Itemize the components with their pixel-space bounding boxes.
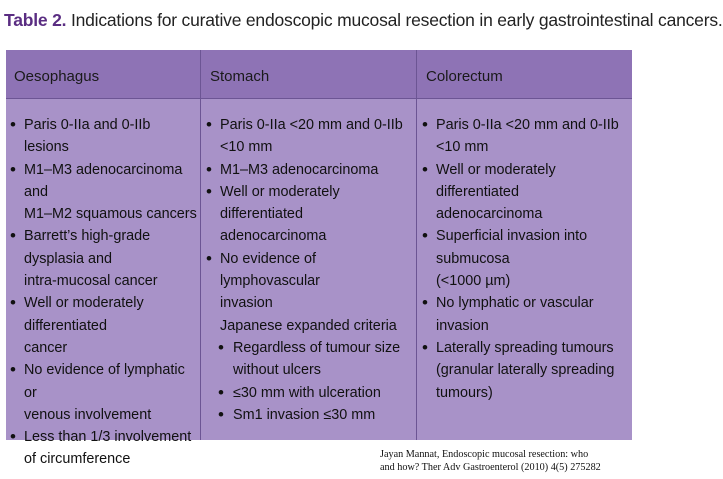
column-divider <box>416 50 417 440</box>
table-cell-line: • Well or moderately differentiated <box>422 159 630 204</box>
table-cell-line: • ≤30 mm with ulceration <box>206 382 414 404</box>
table-cell-line: (<1000 µm) <box>436 273 511 290</box>
table-cell-line: • No lymphatic or vascular invasion <box>422 292 630 337</box>
column-oesophagus <box>10 114 198 471</box>
table-cell-line: intra-mucosal cancer <box>24 273 158 290</box>
table-cell-line: • M1–M3 adenocarcinoma <box>206 159 414 181</box>
table-cell-line: • Sm1 invasion ≤30 mm <box>206 404 414 426</box>
table-cell-line: Japanese expanded criteria <box>220 317 397 334</box>
table-cell-line: adenocarcinoma <box>436 206 543 223</box>
table-cell-line: of circumference <box>24 451 131 468</box>
table-cell-line: • Paris 0-IIa and 0-IIb lesions <box>10 114 198 159</box>
table-cell-line: (granular laterally spreading tumours) <box>436 362 615 401</box>
table-cell-line: • Superficial invasion into submucosa <box>422 225 630 270</box>
table-cell-line: • Laterally spreading tumours <box>422 337 630 359</box>
table-cell-line: • M1–M3 adenocarcinoma and <box>10 159 198 204</box>
header-colorectum: Colorectum <box>426 68 503 85</box>
column-divider <box>200 50 201 440</box>
column-colorectum <box>422 114 630 404</box>
table-caption: Indications for curative endoscopic mucosal resection in early gastrointestinal cancers. <box>70 10 723 30</box>
source-citation <box>380 448 630 474</box>
table-cell-line: • No evidence of lymphovascular <box>206 248 414 293</box>
column-stomach <box>206 114 414 426</box>
citation-line: Jayan Mannat, Endoscopic mucosal resection: who <box>380 449 589 460</box>
table-cell-line: • Well or moderately differentiated <box>10 292 198 337</box>
table-cell-line: M1–M2 squamous cancers <box>24 206 197 223</box>
table-number: Table 2. <box>4 10 67 30</box>
table-cell-line: • Well or moderately differentiated <box>206 181 414 226</box>
citation-line: and how? Ther Adv Gastroenterol (2010) 4(5) 275282 <box>380 462 601 473</box>
table-header-row <box>6 50 632 99</box>
table-cell-line: • Barrett’s high-grade dysplasia and <box>10 225 198 270</box>
header-oesophagus: Oesophagus <box>14 68 100 85</box>
table-title <box>4 10 723 31</box>
table-cell-line: • Less than 1/3 involvement <box>10 426 198 448</box>
table-cell-line: cancer <box>24 339 68 356</box>
table-cell-line: • Paris 0-IIa <20 mm and 0-IIb <10 mm <box>206 114 414 159</box>
table-cell-line: • Paris 0-IIa <20 mm and 0-IIb <10 mm <box>422 114 630 159</box>
table-cell-line: adenocarcinoma <box>220 228 327 245</box>
table-cell-line: • Regardless of tumour size <box>206 337 414 359</box>
table-cell-line: venous involvement <box>24 406 152 423</box>
header-stomach: Stomach <box>210 68 270 85</box>
table-cell-line: invasion <box>220 295 273 312</box>
table-cell-line: without ulcers <box>233 362 321 379</box>
table-cell-line: • No evidence of lymphatic or <box>10 359 198 404</box>
